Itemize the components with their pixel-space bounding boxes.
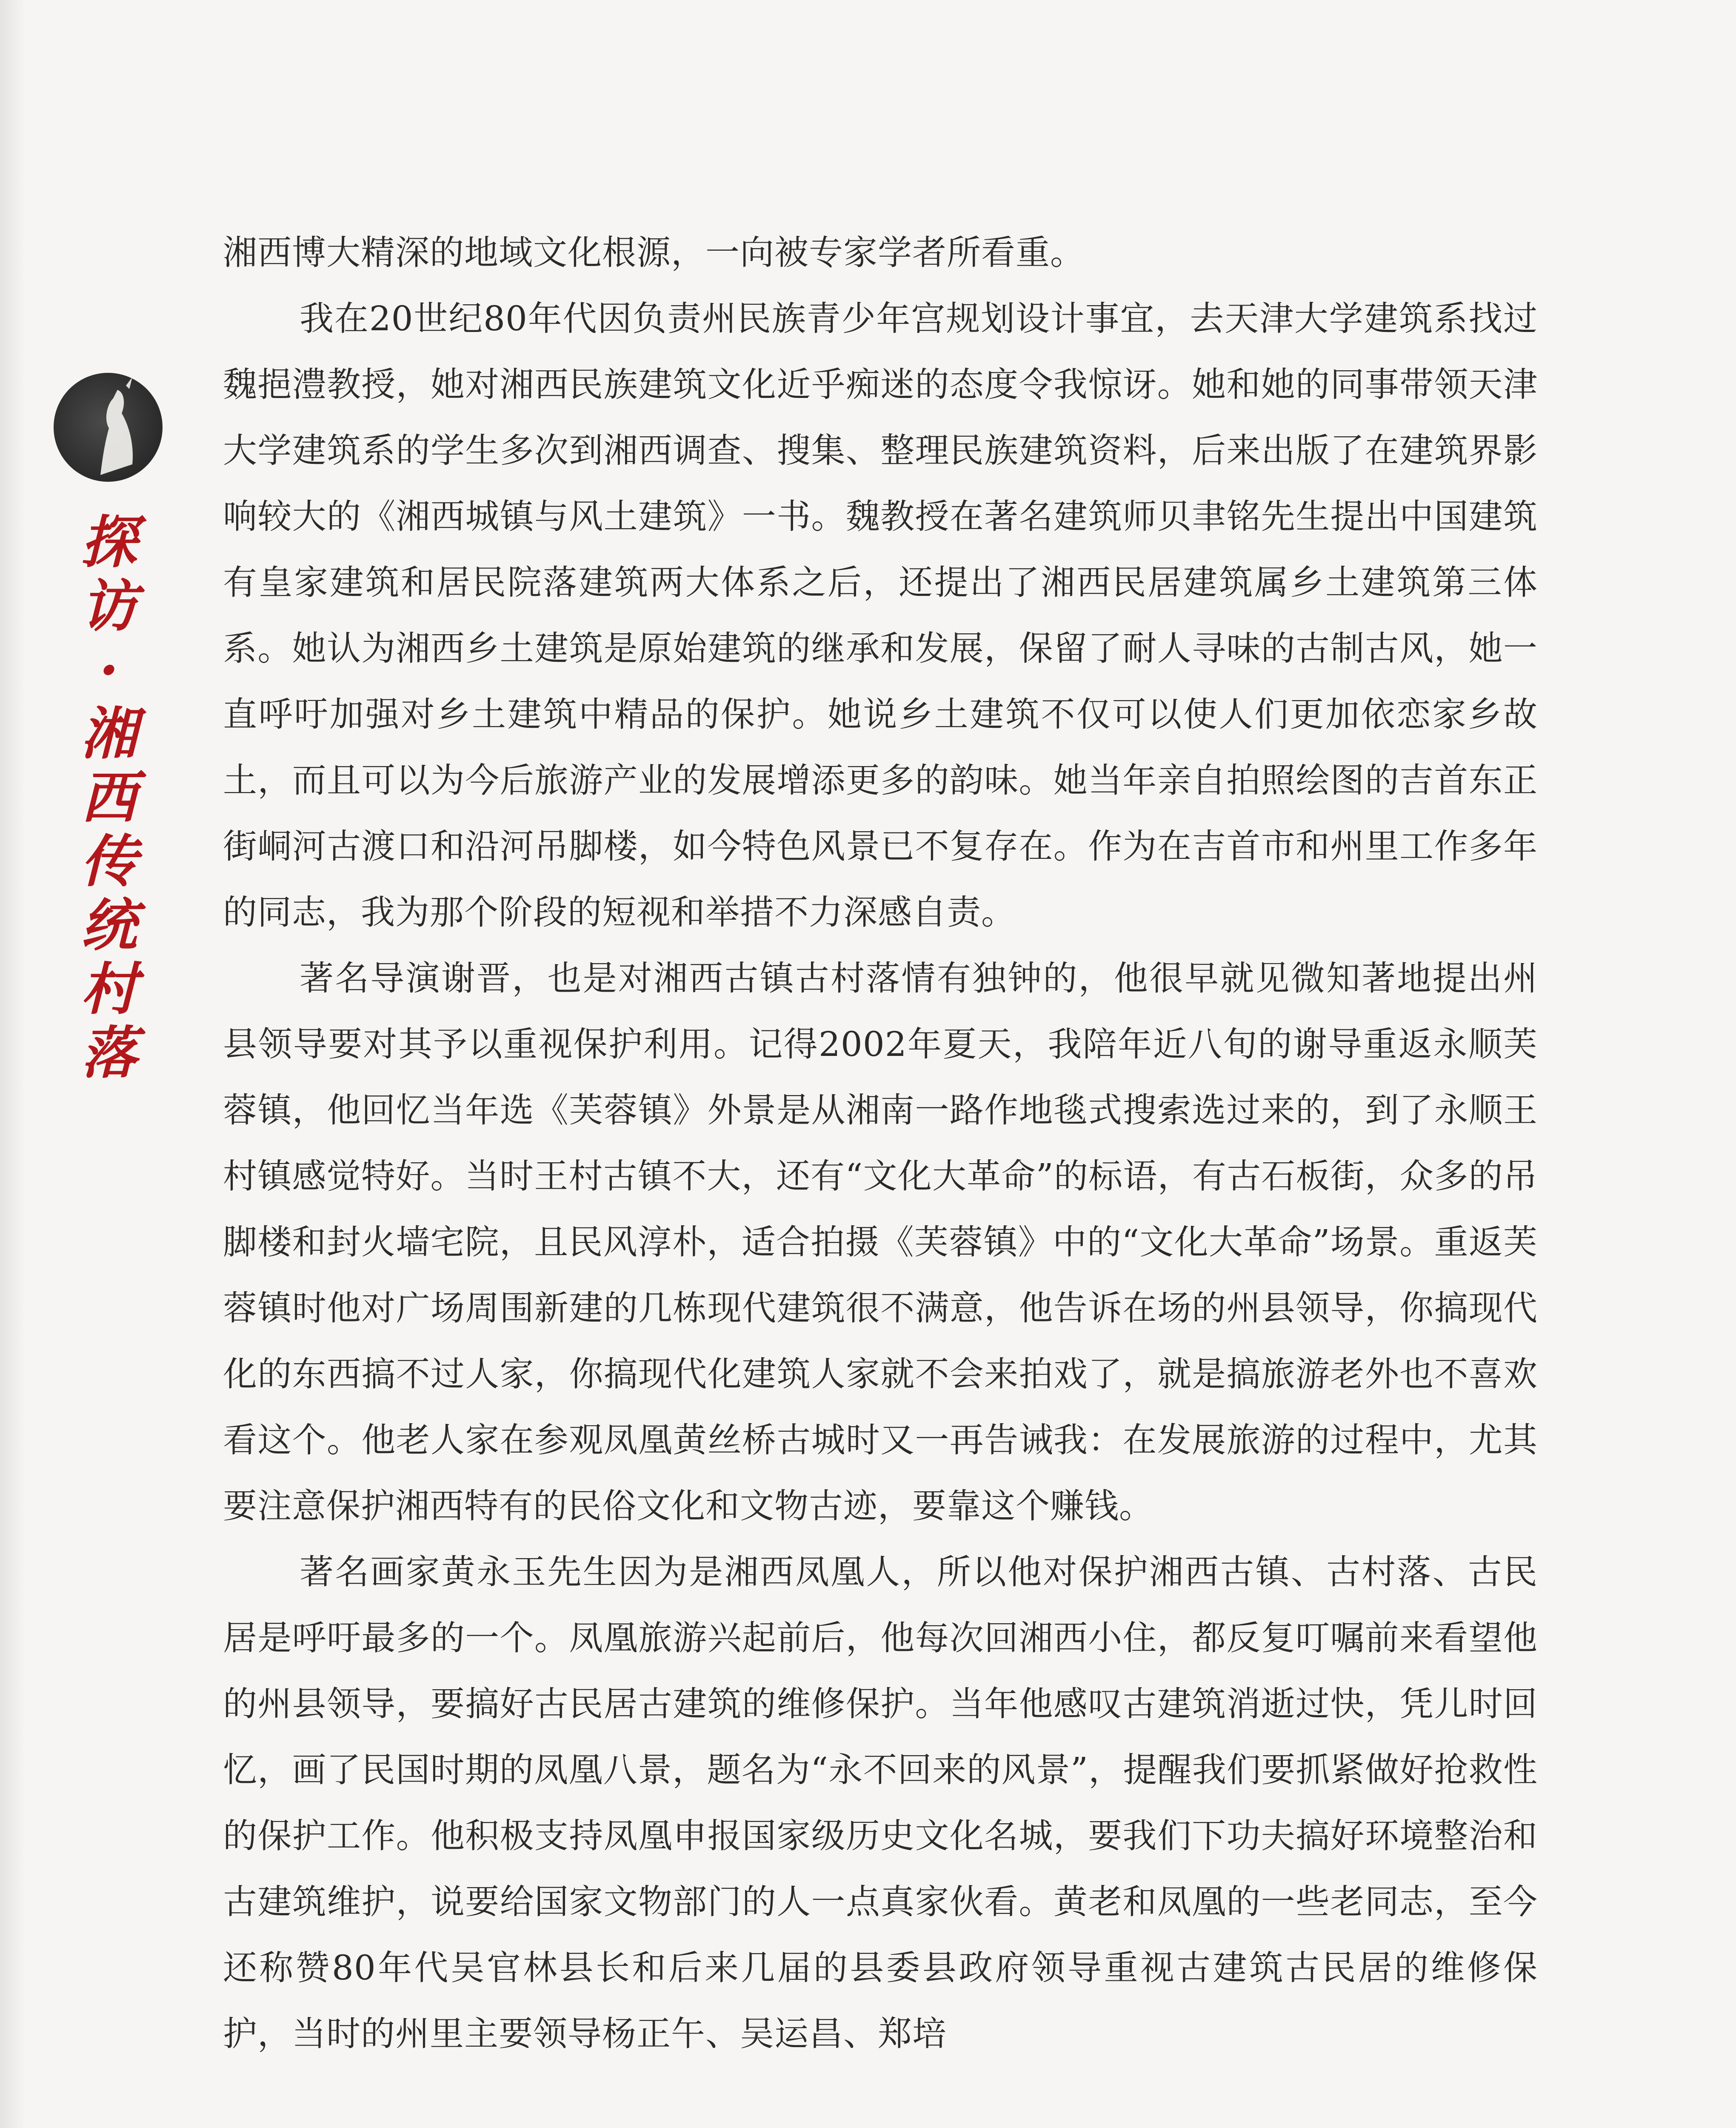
body-text (223, 220, 1538, 2067)
series-title-char: 村 (81, 956, 137, 1022)
series-title-char: 湘 (81, 701, 137, 767)
series-title-char: 落 (81, 1020, 137, 1086)
series-title-char: 传 (81, 829, 137, 895)
series-title-char: 统 (81, 892, 137, 958)
paragraph: 我在20世纪80年代因负责州民族青少年宫规划设计事宜，去天津大学建筑系找过魏挹澧教授，她对湘西民族建筑文化近乎痴迷的态度令我惊讶。她和她的同事带领天津大学建筑系的学生多次到湘西调查、搜集、整理民族建筑资料，后来出版了在建筑界影响较大的《湘西城镇与风土建筑》一书。魏教授在著名建筑师贝聿铭先生提出中国建筑有皇家建筑和居民院落建筑两大体系之后，还提出了湘西民居建筑属乡土建筑第三体系。她认为湘西乡土建筑是原始建筑的继承和发展，保留了耐人寻味的古制古风，她一直呼吁加强对乡土建筑中精品的保护。她说乡土建筑不仅可以使人们更加依恋家乡故土，而且可以为今后旅游产业的发展增添更多的韵味。她当年亲自拍照绘图的吉首东正街峒河古渡口和沿河吊脚楼，如今特色风景已不复存在。作为在吉首市和州里工作多年的同志，我为那个阶段的短视和举措不力深感自责。 (223, 299, 1538, 932)
series-title-char: 西 (81, 765, 137, 831)
page-gutter-shadow (0, 0, 26, 2128)
silhouette-figure-icon (54, 373, 163, 482)
paragraph: 著名导演谢晋，也是对湘西古镇古村落情有独钟的，他很早就见微知著地提出州县领导要对其予以重视保护利用。记得2002年夏天，我陪年近八旬的谢导重返永顺芙蓉镇，他回忆当年选《芙蓉镇》外景是从湘南一路作地毯式搜索选过来的，到了永顺王村镇感觉特好。当时王村古镇不大，还有“文化大革命”的标语，有古石板街，众多的吊脚楼和封火墙宅院，且民风淳朴，适合拍摄《芙蓉镇》中的“文化大革命”场景。重返芙蓉镇时他对广场周围新建的几栋现代建筑很不满意，他告诉在场的州县领导，你搞现代化的东西搞不过人家，你搞现代化建筑人家就不会来拍戏了，就是搞旅游老外也不喜欢看这个。他老人家在参观凤凰黄丝桥古城时又一再告诫我：在发展旅游的过程中，尤其要注意保护湘西特有的民俗文化和文物古迹，要靠这个赚钱。 (223, 958, 1538, 1526)
paragraph: 湘西博大精深的地域文化根源，一向被专家学者所看重。 (223, 233, 1085, 272)
series-title-char: · (99, 637, 119, 703)
paragraph: 著名画家黄永玉先生因为是湘西凤凰人，所以他对保护湘西古镇、古村落、古民居是呼吁最多的一个。凤凰旅游兴起前后，他每次回湘西小住，都反复叮嘱前来看望他的州县领导，要搞好古民居古建筑的维修保护。当年他感叹古建筑消逝过快，凭儿时回忆，画了民国时期的凤凰八景，题名为“永不回来的风景”，提醒我们要抓紧做好抢救性的保护工作。他积极支持凤凰申报国家级历史文化名城，要我们下功夫搞好环境整治和古建筑维护，说要给国家文物部门的人一点真家伙看。黄老和凤凰的一些老同志，至今还称赞80年代吴官林县长和后来几届的县委县政府领导重视古建筑古民居的维修保护，当时的州里主要领导杨正午、吴运昌、郑培 (223, 1552, 1538, 2054)
series-title-char: 探 (81, 509, 137, 575)
series-title-char: 访 (81, 573, 137, 639)
series-title-vertical (75, 511, 143, 1085)
